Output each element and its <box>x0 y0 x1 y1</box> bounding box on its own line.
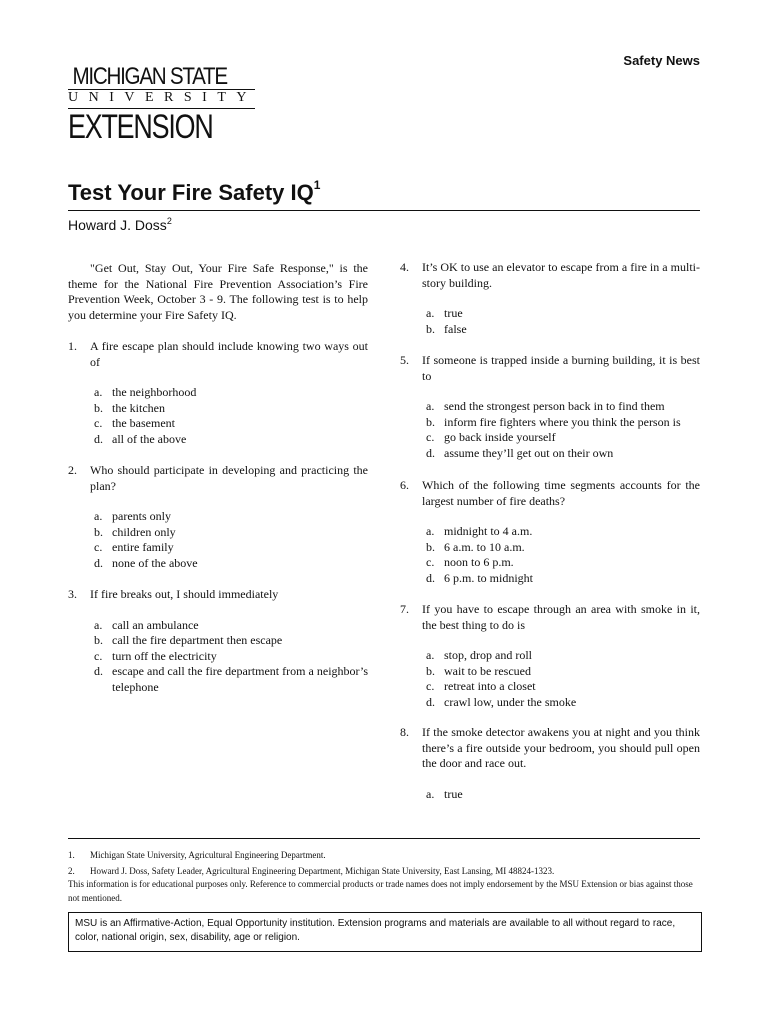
option-item <box>426 695 700 711</box>
question-text: If you have to escape through an area with smoke in it, the best thing to do is <box>422 602 700 632</box>
option-letter: a. <box>426 786 435 801</box>
question-3 <box>68 587 368 695</box>
question-text: If the smoke detector awakens you at night and you think there’s a fire outside your bedroom, you should pull open the door and race out. <box>422 725 700 771</box>
question-number: 4. <box>400 260 409 274</box>
option-letter: a. <box>94 509 103 524</box>
footnote-1 <box>68 849 700 863</box>
question-text: It’s OK to use an elevator to escape from a fire in a multi-story building. <box>422 260 700 290</box>
author-name: Howard J. Doss <box>68 217 167 233</box>
footnote-rule <box>68 838 700 839</box>
option-letter: c. <box>94 648 103 663</box>
option-text: the kitchen <box>112 400 165 415</box>
option-letter: b. <box>426 663 435 678</box>
question-text: If someone is trapped inside a burning building, it is best to <box>422 353 700 383</box>
option-text: call an ambulance <box>112 617 199 632</box>
question-number: 1. <box>68 339 77 353</box>
option-text: children only <box>112 524 176 539</box>
option-item <box>426 430 700 446</box>
option-item <box>94 633 368 649</box>
question-4 <box>400 260 700 337</box>
option-text: the basement <box>112 416 175 431</box>
question-text: Who should participate in developing and practicing the plan? <box>90 463 368 493</box>
option-text: 6 a.m. to 10 a.m. <box>444 539 525 554</box>
option-letter: b. <box>426 321 435 336</box>
question-1 <box>68 339 368 447</box>
author-footnote-mark: 2 <box>166 216 172 226</box>
option-letter: c. <box>426 430 435 445</box>
option-item <box>426 787 700 803</box>
educational-notice: This information is for educational purposes only. Reference to commercial products or trade names does not imply endorsement by the MSU Extension or bias against those not mentioned. <box>68 879 693 903</box>
option-list <box>94 385 368 447</box>
option-letter: d. <box>94 555 103 570</box>
option-letter: d. <box>426 445 435 460</box>
option-letter: c. <box>94 540 103 555</box>
option-item <box>94 540 368 556</box>
option-list <box>426 648 700 710</box>
question-number: 5. <box>400 353 409 367</box>
option-item <box>94 509 368 525</box>
option-text: true <box>444 786 463 801</box>
logo-line-2: UNIVERSITY <box>68 90 257 105</box>
option-text: parents only <box>112 509 171 524</box>
intro-paragraph: "Get Out, Stay Out, Your Fire Safe Response," is the theme for the National Fire Prevention Association’s Fire Prevention Week, October 3 - 9. The following test is to help you determine your Fire Safety IQ. <box>68 261 368 322</box>
question-text: Which of the following time segments accounts for the largest number of fire deaths? <box>422 478 700 508</box>
question-text: If fire breaks out, I should immediately <box>90 587 279 601</box>
option-letter: b. <box>94 633 103 648</box>
question-8 <box>400 725 700 802</box>
option-item <box>94 432 368 448</box>
option-text: turn off the electricity <box>112 648 217 663</box>
option-item <box>94 664 368 695</box>
option-text: inform fire fighters where you think the person is <box>444 414 681 429</box>
option-text: send the strongest person back in to find them <box>444 399 665 414</box>
option-item <box>94 525 368 541</box>
question-number: 6. <box>400 478 409 492</box>
option-letter: d. <box>426 570 435 585</box>
option-text: go back inside yourself <box>444 430 556 445</box>
option-text: false <box>444 321 467 336</box>
footnote-number: 1. <box>68 850 75 860</box>
option-letter: c. <box>94 416 103 431</box>
option-item <box>426 555 700 571</box>
option-item <box>426 306 700 322</box>
option-letter: a. <box>94 617 103 632</box>
option-text: true <box>444 306 463 321</box>
question-7 <box>400 602 700 710</box>
option-item <box>94 618 368 634</box>
option-list <box>94 618 368 696</box>
option-text: none of the above <box>112 555 198 570</box>
option-list <box>426 524 700 586</box>
question-number: 2. <box>68 463 77 477</box>
option-text: assume they’ll get out on their own <box>444 445 614 460</box>
option-letter: c. <box>426 679 435 694</box>
option-text: retreat into a closet <box>444 679 536 694</box>
option-letter: d. <box>94 664 103 679</box>
option-item <box>94 649 368 665</box>
option-text: 6 p.m. to midnight <box>444 570 534 585</box>
option-item <box>426 322 700 338</box>
question-text: A fire escape plan should include knowing two ways out of <box>90 339 368 369</box>
question-6 <box>400 478 700 586</box>
title-footnote-mark: 1 <box>313 178 321 192</box>
option-text: midnight to 4 a.m. <box>444 524 533 539</box>
option-item <box>426 571 700 587</box>
option-text: call the fire department then escape <box>112 633 283 648</box>
option-item <box>94 556 368 572</box>
option-item <box>426 679 700 695</box>
option-item <box>426 415 700 431</box>
option-text: entire family <box>112 540 174 555</box>
option-text: the neighborhood <box>112 385 197 400</box>
option-item <box>426 524 700 540</box>
option-list <box>94 509 368 571</box>
option-letter: b. <box>94 524 103 539</box>
option-letter: a. <box>94 385 103 400</box>
option-text: stop, drop and roll <box>444 648 532 663</box>
title-rule <box>68 210 700 211</box>
option-letter: b. <box>94 400 103 415</box>
title-text: Test Your Fire Safety IQ <box>68 180 314 205</box>
document-title <box>68 180 320 206</box>
option-list <box>426 787 700 803</box>
option-item <box>426 540 700 556</box>
question-number: 3. <box>68 587 77 601</box>
logo-line-3: EXTENSION <box>68 108 213 146</box>
option-text: crawl low, under the smoke <box>444 694 577 709</box>
option-letter: a. <box>426 399 435 414</box>
footnote-text: Howard J. Doss, Safety Leader, Agricultural Engineering Department, Michigan State University, East Lansing, MI 48824-1323. <box>90 866 555 876</box>
msu-extension-logo <box>68 63 258 148</box>
option-item <box>426 648 700 664</box>
footnote-2 <box>68 865 700 879</box>
option-item <box>426 399 700 415</box>
option-letter: d. <box>94 431 103 446</box>
option-letter: d. <box>426 694 435 709</box>
option-letter: a. <box>426 306 435 321</box>
option-text: all of the above <box>112 431 187 446</box>
author-line <box>68 217 172 233</box>
option-list <box>426 399 700 461</box>
option-letter: b. <box>426 539 435 554</box>
option-text: wait to be rescued <box>444 663 531 678</box>
option-item <box>94 416 368 432</box>
option-list <box>426 306 700 337</box>
equal-opportunity-notice: MSU is an Affirmative-Action, Equal Opportunity institution. Extension programs and materials are available to all without regard to race, color, national origin, sex, disability, age or religion. <box>68 912 702 952</box>
option-letter: b. <box>426 414 435 429</box>
logo-line-1: MICHIGAN STATE <box>72 63 227 90</box>
question-number: 7. <box>400 602 409 616</box>
option-letter: c. <box>426 555 435 570</box>
question-2 <box>68 463 368 571</box>
option-item <box>426 664 700 680</box>
question-5 <box>400 353 700 461</box>
option-letter: a. <box>426 648 435 663</box>
option-letter: a. <box>426 524 435 539</box>
option-text: escape and call the fire department from a neighbor’s telephone <box>112 664 368 694</box>
footnote-number: 2. <box>68 866 75 876</box>
option-item <box>426 446 700 462</box>
option-item <box>94 385 368 401</box>
section-label: Safety News <box>623 53 700 68</box>
footnote-text: Michigan State University, Agricultural Engineering Department. <box>90 850 326 860</box>
question-number: 8. <box>400 725 409 739</box>
option-item <box>94 401 368 417</box>
option-text: noon to 6 p.m. <box>444 555 514 570</box>
